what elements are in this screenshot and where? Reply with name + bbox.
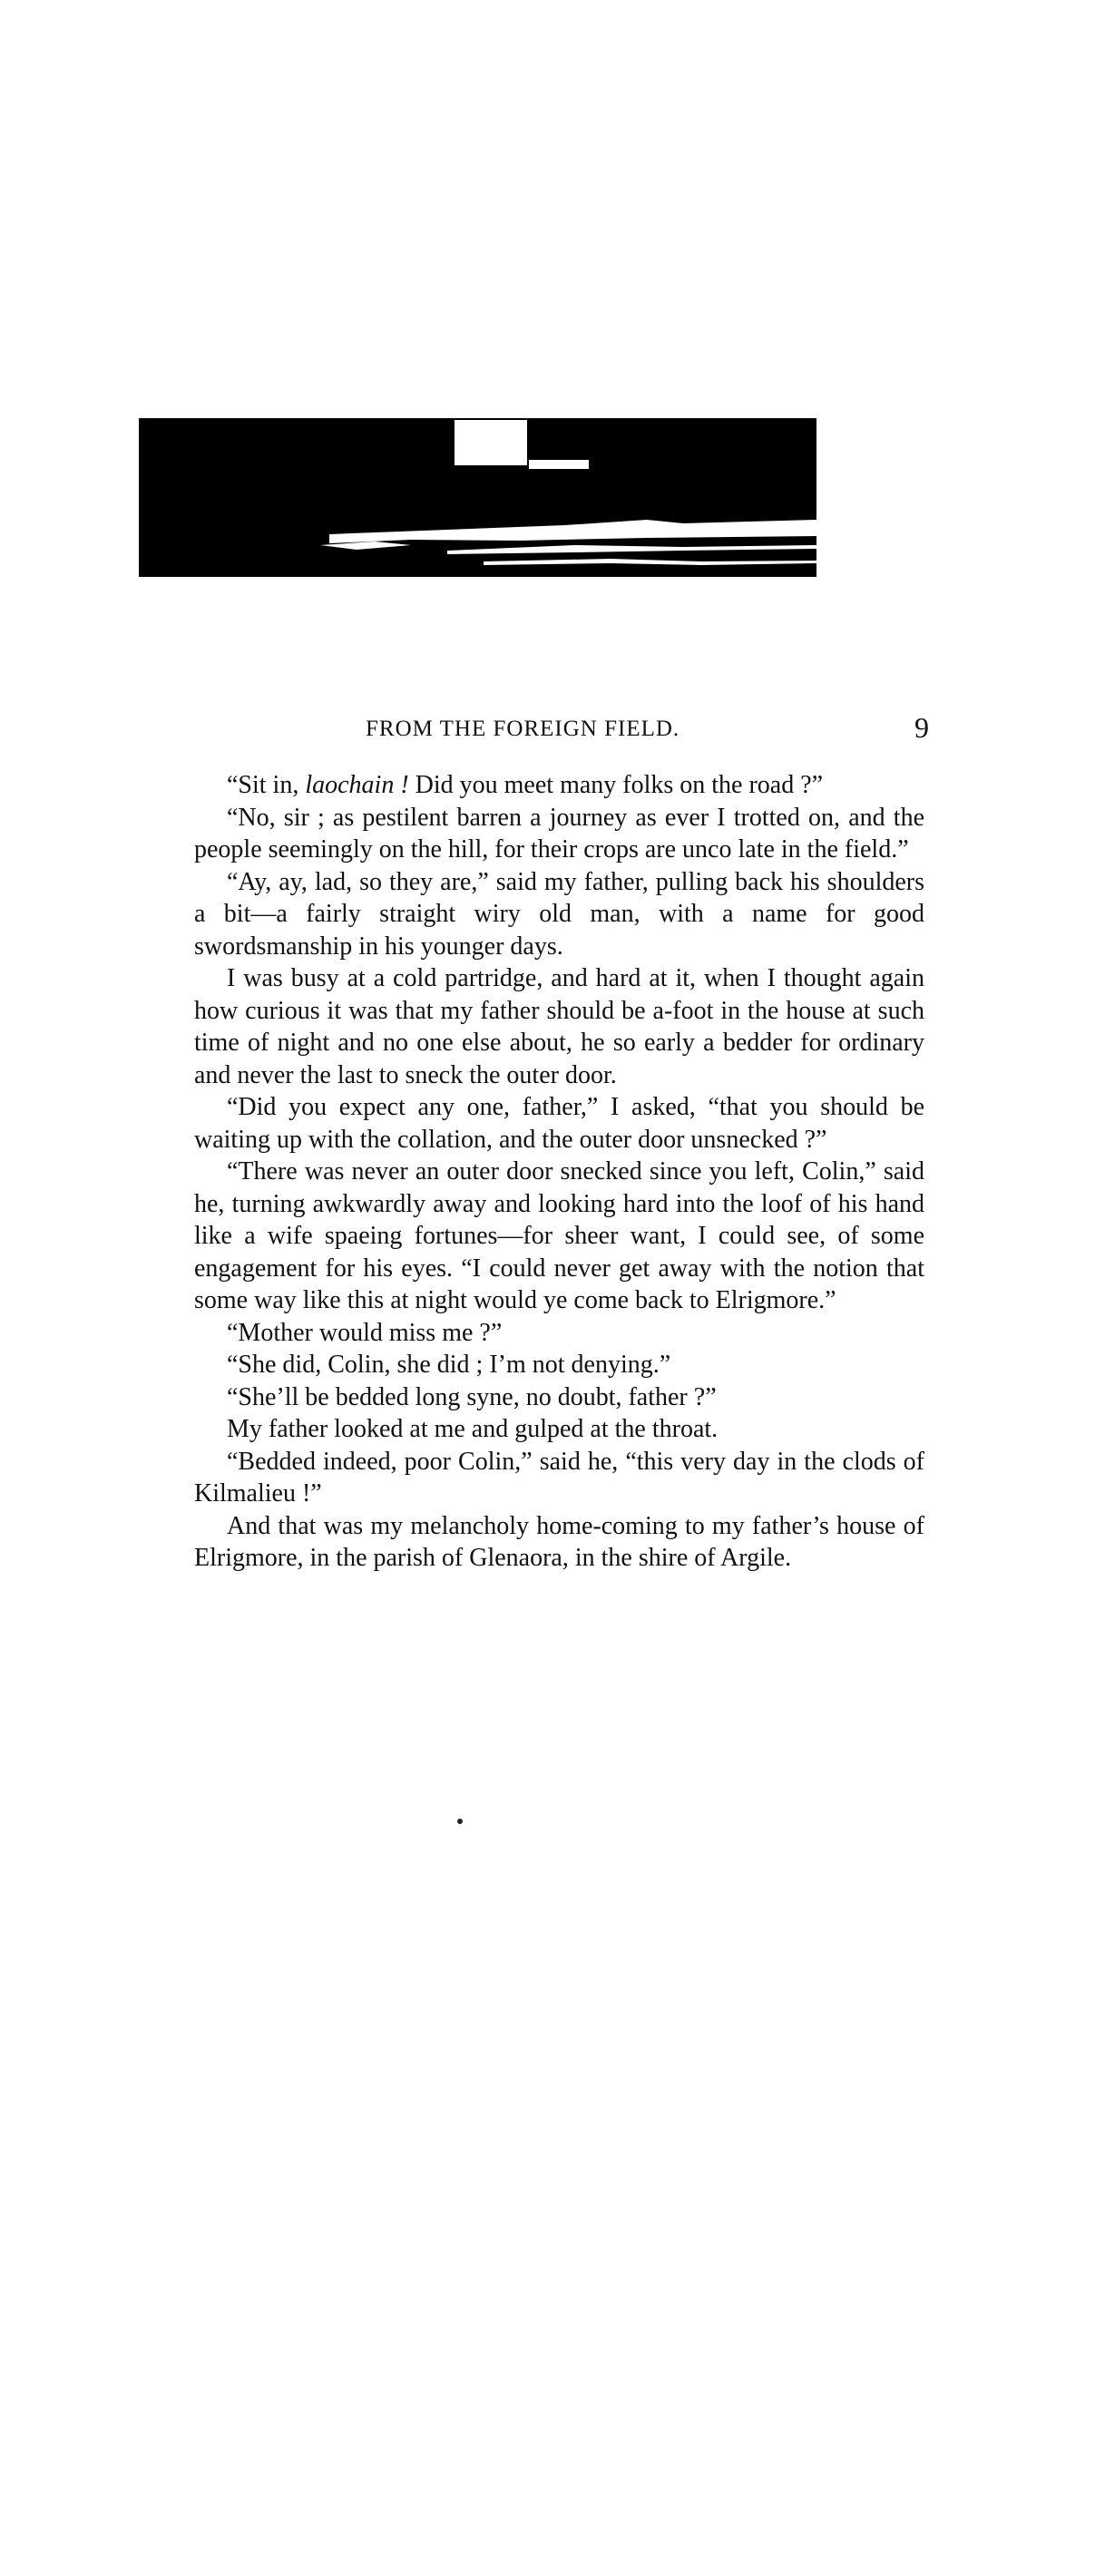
body-text [194,769,924,1575]
scan-artifact-block [139,418,816,577]
italic-word: laochain ! [305,771,409,799]
paragraph-9: “She’ll be bedded long syne, no doubt, father ?” [227,1382,717,1411]
paragraph-11: “Bedded indeed, poor Colin,” said he, “this very day in the clods of Kilmalieu !” [194,1447,924,1508]
page-number: 9 [914,711,930,744]
paragraph-8: “She did, Colin, she did ; I’m not denying.” [227,1351,671,1379]
paragraph-5: “Did you expect any one, father,” I asked, “that you should be waiting up with the collation, and the outer door unsnecked ?” [194,1093,924,1154]
paragraph-7: “Mother would miss me ?” [227,1318,503,1347]
stray-dot-mark [457,1819,463,1824]
paragraph-1: “Sit in, laochain ! Did you meet many folks on the road ?” [227,771,824,799]
paragraph-2: “No, sir ; as pestilent barren a journey as ever I trotted on, and the people seemingly on the hill, for their crops are unco late in the field.” [194,803,924,864]
paragraph-6: “There was never an outer door snecked since you left, Colin,” said he, turning awkwardly away and looking hard into the loof of his hand like a wife spaeing fortunes—for sheer want, I could see, of some engagement for his eyes. “I could never get away with the notion that some way like this at night would ye come back to Elrigmore.” [194,1157,924,1314]
paragraph-4: I was busy at a cold partridge, and hard at it, when I thought again how curious it was that my father should be a-foot in the house at such time of night and no one else about, he so early a bedder for ordinary and never the last to sneck the outer door. [194,964,924,1089]
running-head: FROM THE FOREIGN FIELD. [366,717,680,741]
paragraph-12: And that was my melancholy home-coming to my father’s house of Elrigmore, in the parish of Glenaora, in the shire of Argile. [194,1511,924,1572]
page-header [193,711,930,747]
paragraph-10: My father looked at me and gulped at the throat. [227,1415,719,1443]
paragraph-3: “Ay, ay, lad, so they are,” said my father, pulling back his shoulders a bit—a fairly straight wiry old man, with a name for good swordsmanship in his younger days. [194,867,924,961]
